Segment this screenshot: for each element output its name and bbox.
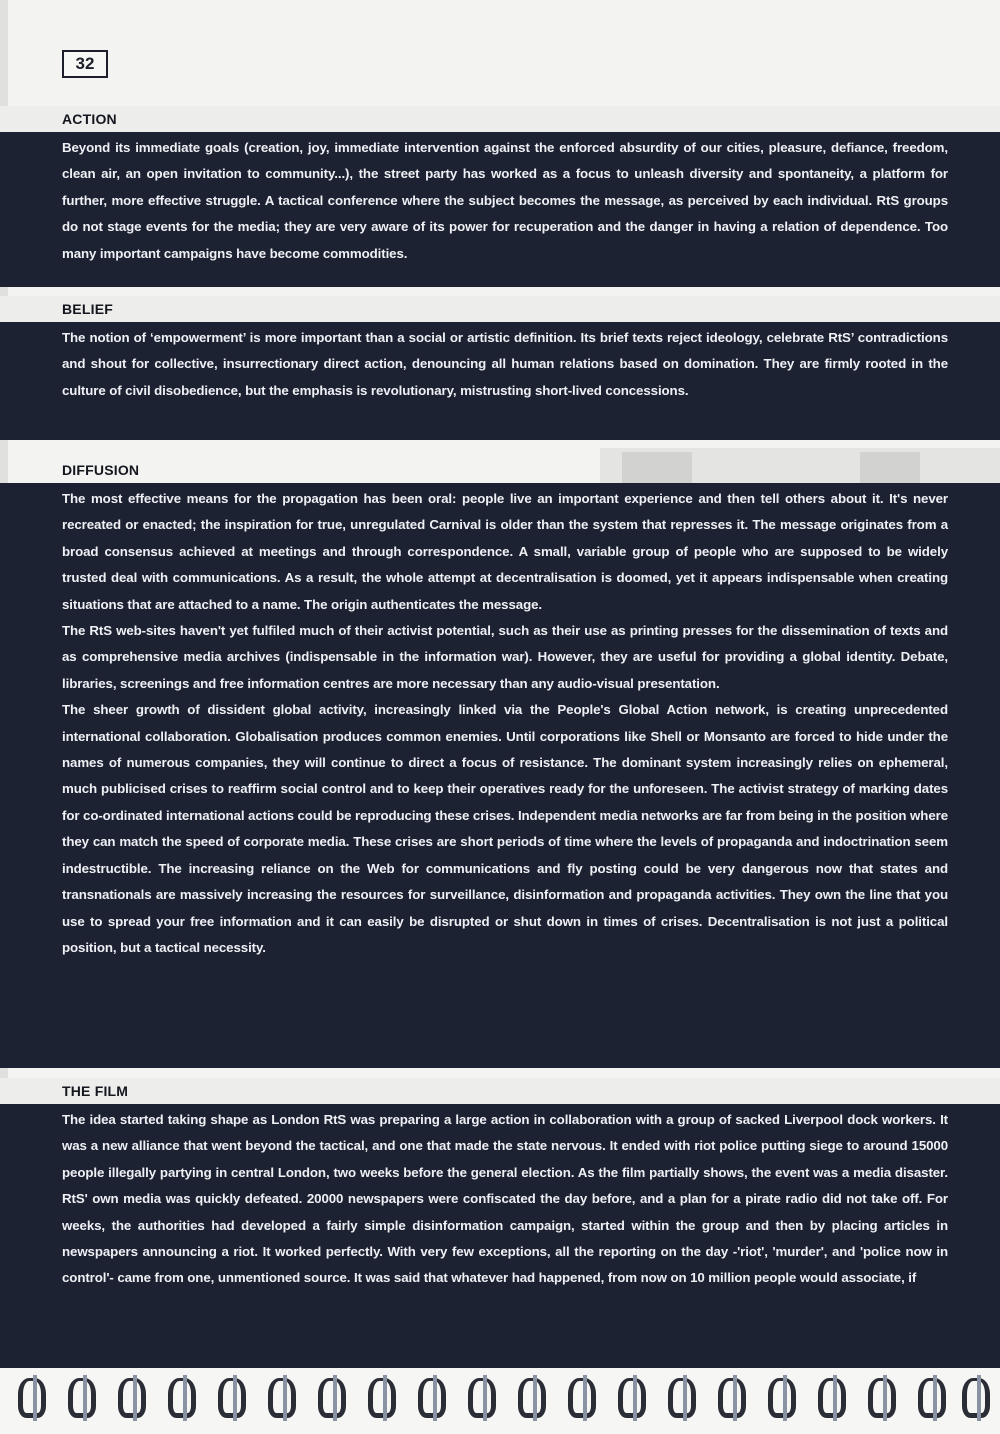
binding-coil [468, 1378, 496, 1418]
binding-coil [668, 1378, 696, 1418]
binding-coil [218, 1378, 246, 1418]
section-body-action [0, 132, 1000, 287]
binding-coil [168, 1378, 196, 1418]
binding-coil [568, 1378, 596, 1418]
paragraph: The most effective means for the propagation has been oral: people live an important experience and then tell others about it. It's never recreated or enacted; the inspiration for true, unregulated Carnival is older than the system that represses it. The message originates from a broad consensus achieved at meetings and through correspondence. A small, variable group of people who are supposed to be widely trusted deal with communications. As a result, the whole attempt at decentralisation is doomed, yet it appears indispensable when creating situations that are attached to a name. The origin authenticates the message. [62, 491, 948, 612]
paragraph: The sheer growth of dissident global activity, increasingly linked via the People's Global Action network, is creating unprecedented international collaboration. Globalisation produces common enemies. Until corporations like Shell or Monsanto are forced to hide under the names of numerous companies, they will continue to direct a focus of resistance. The dominant system increasingly relies on ephemeral, much publicised crises to reaffirm social control and to keep their operatives ready for the unforeseen. The activist strategy of marking dates for co-ordinated international actions could be reproducing these crises. Independent media networks are far from being in the position where they can match the speed of corporate media. These crises are short periods of time where the levels of propaganda and indoctrination seem indestructible. The increasing reliance on the Web for communications and fly posting could be very dangerous now that states and transnationals are massively increasing the resources for surveillance, disinformation and propaganda activities. They own the line that you use to spread your free information and it can easily be disrupted or shut down in times of crises. Decentralisation is not just a political position, but a tactical necessity. [62, 702, 948, 955]
section-body-belief [0, 322, 1000, 440]
spiral-binding [0, 1368, 1000, 1434]
paragraph: Beyond its immediate goals (creation, joy, immediate intervention against the enforced absurdity of our cities, pleasure, defiance, freedom, clean air, an open invitation to community...), the street party has worked as a focus to unleash diversity and spontaneity, a platform for further, more effective struggle. A tactical conference where the subject becomes the message, as perceived by each individual. RtS groups do not stage events for the media; they are very aware of its power for recuperation and the danger in having a relation of dependence. Too many important campaigns have become commodities. [62, 140, 948, 261]
paragraph: The idea started taking shape as London RtS was preparing a large action in collaboration with a group of sacked Liverpool dock workers. It was a new alliance that went beyond the tactical, and one that made the state nervous. It ended with riot police putting siege to around 15000 people illegally partying in central London, two weeks before the general election. As the film partially shows, the event was a media disaster. RtS' own media was quickly defeated. 20000 newspapers were confiscated the day before, and a plan for a pirate radio did not take off. For weeks, the authorities had developed a fairly simple disinformation campaign, started within the group and then by placing articles in newspapers announcing a riot. It worked perfectly. With very few exceptions, all the reporting on the day -'riot', 'murder', and 'police now in control'- came from one, unmentioned source. It was said that whatever had happened, from now on 10 million people would associate, if [62, 1112, 948, 1286]
binding-coil [818, 1378, 846, 1418]
section-heading-action: ACTION [0, 106, 1000, 132]
binding-coil [718, 1378, 746, 1418]
paragraph: The RtS web-sites haven't yet fulfiled much of their activist potential, such as their use as printing presses for the dissemination of texts and as comprehensive media archives (indispensable in the information war). However, they are useful for providing a global identity. Debate, libraries, screenings and free information centres are more necessary than any audio-visual presentation. [62, 623, 948, 691]
binding-coil [962, 1378, 990, 1418]
page-number: 32 [62, 50, 108, 78]
section-body-the-film [0, 1104, 1000, 1368]
binding-coil [518, 1378, 546, 1418]
section-heading-the-film: THE FILM [0, 1078, 1000, 1104]
section-heading-diffusion: DIFFUSION [62, 462, 140, 478]
binding-coil [68, 1378, 96, 1418]
binding-coil [368, 1378, 396, 1418]
section-body-diffusion [0, 483, 1000, 1068]
binding-coil [418, 1378, 446, 1418]
section-heading-belief: BELIEF [0, 296, 1000, 322]
binding-coil [268, 1378, 296, 1418]
binding-coil [318, 1378, 346, 1418]
binding-coil [118, 1378, 146, 1418]
paragraph: The notion of ‘empowerment’ is more important than a social or artistic definition. Its brief texts reject ideology, celebrate RtS’ contradictions and shout for collective, insurrectionary direct action, denouncing all human relations based on domination. They are firmly rooted in the culture of civil disobedience, but the emphasis is revolutionary, mistrusting short-lived concessions. [62, 330, 948, 398]
binding-coil [918, 1378, 946, 1418]
binding-coil [18, 1378, 46, 1418]
binding-coil [618, 1378, 646, 1418]
binding-coil [868, 1378, 896, 1418]
binding-coil [768, 1378, 796, 1418]
